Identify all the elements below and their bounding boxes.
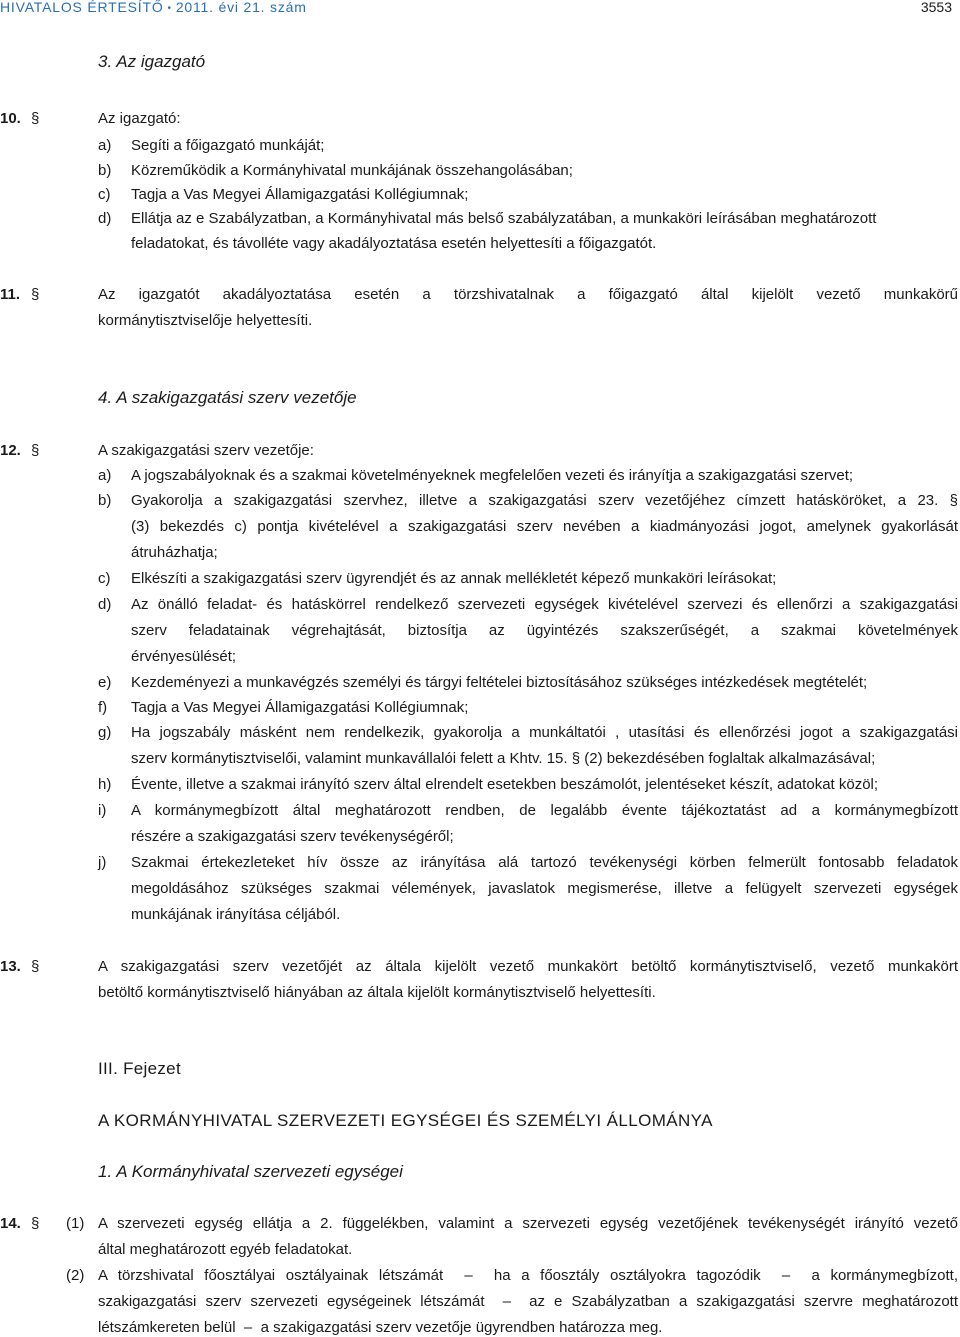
p10-item-c-label: c): [98, 186, 111, 203]
p10-item-a-label: a): [98, 137, 112, 154]
p11-line1: Az igazgatót akadályoztatása esetén a törzshivatalnak a főigazgató által kijelölt vezető munkakörű: [98, 286, 958, 303]
p10-item-c: Tagja a Vas Megyei Államigazgatási Kollégiumnak;: [131, 186, 469, 203]
paragraph-number-14: 14.: [0, 1215, 21, 1232]
p12-item-e-label: e): [98, 674, 112, 691]
p12-item-g-line2: szerv kormánytisztviselői, valamint munkavállalói felett a Khtv. 15. § (2) bekezdésében foglaltak alkalmazásával;: [131, 750, 876, 767]
header-left: [0, 0, 307, 16]
p10-item-d-line1: Ellátja az e Szabályzatban, a Kormányhivatal más belső szabályzatában, a munkaköri leírásában meghatározott: [131, 210, 877, 227]
p12-item-j-label: j): [98, 854, 107, 871]
paragraph-number-13: 13.: [0, 958, 21, 975]
page-number: 3553: [920, 0, 952, 15]
p12-item-b-line1: Gyakorolja a szakigazgatási szervhez, illetve a szakigazgatási szerv vezetőjéhez címzett hatásköröket, a 23. §: [131, 492, 958, 509]
p12-item-a: A jogszabályoknak és a szakmai követelményeknek megfelelően vezeti és irányítja a szakigazgatási szervet;: [131, 467, 854, 484]
p10-item-d-line2: feladatokat, és távolléte vagy akadályoztatása esetén helyettesíti a főigazgatót.: [131, 235, 657, 252]
p14-sub1-line2: által meghatározott egyéb feladatokat.: [98, 1241, 353, 1258]
p10-item-d-label: d): [98, 210, 112, 227]
p14-sub2-label: (2): [66, 1267, 85, 1284]
bullet-separator: •: [167, 3, 172, 14]
section-title-4: 4. A szakigazgatási szerv vezetője: [98, 388, 357, 407]
p11-line2: kormánytisztviselője helyettesíti.: [98, 312, 313, 329]
section-sign-13: §: [31, 958, 40, 975]
section-sign-14: §: [31, 1215, 40, 1232]
journal-name: HIVATALOS ÉRTESÍTŐ: [0, 0, 164, 15]
p10-item-b-label: b): [98, 162, 112, 179]
chapter-title: A KORMÁNYHIVATAL SZERVEZETI EGYSÉGEI ÉS SZEMÉLYI ÁLLOMÁNYA: [98, 1111, 713, 1130]
p14-sub2-line2: szakigazgatási szerv szervezeti egységeinek létszámát – az e Szabályzatban a szakigazgatási szervre meghatározott: [98, 1293, 958, 1310]
p12-item-a-label: a): [98, 467, 112, 484]
p12-item-j-line1: Szakmai értekezleteket hív össze az irányítása alá tartozó tevékenységi körben felmerült fontosabb feladatok: [131, 854, 958, 871]
paragraph-number-10: 10.: [0, 110, 21, 127]
subsection-title: 1. A Kormányhivatal szervezeti egységei: [98, 1162, 403, 1181]
p12-item-d-line1: Az önálló feladat- és hatáskörrel rendelkező szervezeti egységek kivételével szervezi és ellenőrzi a szakigazgatási: [131, 596, 958, 613]
p12-item-d-label: d): [98, 596, 112, 613]
p12-item-j-line3: munkájának irányítása céljából.: [131, 906, 341, 923]
p13-line1: A szakigazgatási szerv vezetőjét az általa kijelölt vezető munkakört betöltő kormánytisztviselő, vezető munkakört: [98, 958, 958, 975]
p12-item-c: Elkészíti a szakigazgatási szerv ügyrendjét és az annak mellékletét képező munkaköri leírásokat;: [131, 570, 777, 587]
p12-item-i-label: i): [98, 802, 107, 819]
paragraph-number-12: 12.: [0, 442, 21, 459]
p13-line2: betöltő kormánytisztviselő hiányában az általa kijelölt kormánytisztviselő helyettesíti.: [98, 984, 656, 1001]
p12-item-b-line2: (3) bekezdés c) pontja kivételével a szakigazgatási szerv nevében a kiadmányozási jogot, amelynek gyakorlását: [131, 518, 958, 535]
section-sign-10: §: [31, 110, 40, 127]
p12-item-g-label: g): [98, 724, 112, 741]
chapter-label: III. Fejezet: [98, 1059, 181, 1078]
p10-item-a: Segíti a főigazgató munkáját;: [131, 137, 325, 154]
p12-item-f-label: f): [98, 699, 108, 716]
p10-item-b: Közreműködik a Kormányhivatal munkájának összehangolásában;: [131, 162, 573, 179]
section-sign-11: §: [31, 286, 40, 303]
p12-item-f: Tagja a Vas Megyei Államigazgatási Kollégiumnak;: [131, 699, 469, 716]
p12-item-j-line2: megoldásához szükséges szakmai vélemények, javaslatok megismerése, illetve a felügyelt szervezeti egységek: [131, 880, 958, 897]
p12-item-c-label: c): [98, 570, 111, 587]
p12-item-h-label: h): [98, 776, 112, 793]
p12-item-i-line2: részére a szakigazgatási szerv tevékenységéről;: [131, 828, 454, 845]
p14-sub1-line1: A szervezeti egység ellátja a 2. függelékben, valamint a szervezeti egység vezetőjének tevékenységét irányító vezető: [98, 1215, 958, 1232]
p12-item-i-line1: A kormánymegbízott által meghatározott rendben, de legalább évente tájékoztatást ad a kormánymegbízott: [131, 802, 958, 819]
p12-item-h: Évente, illetve a szakmai irányító szerv által elrendelt esetekben beszámolót, jelentéseket készít, adatokat közöl;: [131, 776, 879, 793]
p12-item-d-line2: szerv feladatainak végrehajtását, biztosítja az ügyintézés szakszerűségét, a szakmai követelmények: [131, 622, 958, 639]
p12-item-d-line3: érvényesülését;: [131, 648, 237, 665]
p14-sub2-line3: létszámkereten belül – a szakigazgatási szerv vezetője ügyrendben határozza meg.: [98, 1319, 663, 1336]
p10-intro: Az igazgató:: [98, 110, 181, 127]
issue-number: 2011. évi 21. szám: [175, 0, 307, 15]
p14-sub1-label: (1): [66, 1215, 85, 1232]
section-sign-12: §: [31, 442, 40, 459]
p12-item-e: Kezdeményezi a munkavégzés személyi és tárgyi feltételei biztosításához szükséges intézkedések megtételét;: [131, 674, 868, 691]
paragraph-number-11: 11.: [0, 286, 21, 303]
p12-item-b-label: b): [98, 492, 112, 509]
section-title-3: 3. Az igazgató: [98, 52, 206, 71]
p12-item-b-line3: átruházhatja;: [131, 544, 218, 561]
p12-item-g-line1: Ha jogszabály másként nem rendelkezik, gyakorolja a munkáltatói , utasítási és ellenőrzési jogot a szakigazgatási: [131, 724, 958, 741]
running-header: [0, 0, 960, 14]
p14-sub2-line1: A törzshivatal főosztályai osztályainak létszámát – ha a főosztály osztályokra tagozódik – a kormánymegbízott,: [98, 1267, 958, 1284]
p12-intro: A szakigazgatási szerv vezetője:: [98, 442, 314, 459]
